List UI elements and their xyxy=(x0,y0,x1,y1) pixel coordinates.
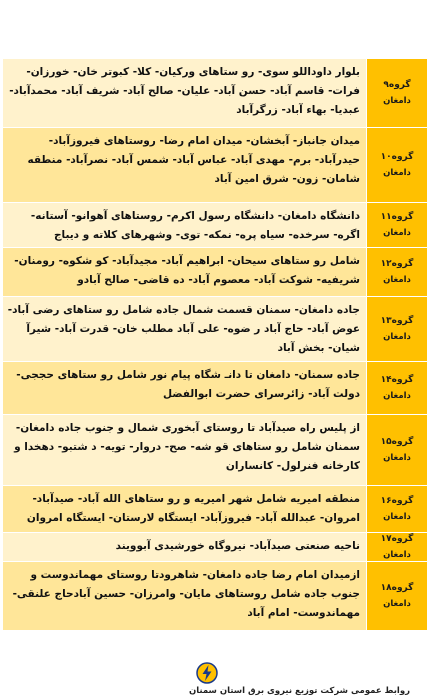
table-row xyxy=(3,59,427,128)
lightning-logo-icon xyxy=(196,662,218,684)
group-cell xyxy=(366,248,427,296)
group-label: گروه۹ xyxy=(383,80,411,90)
group-label: گروه۱۶ xyxy=(380,496,414,506)
table-row xyxy=(3,248,427,297)
group-city: دامغان xyxy=(383,332,411,342)
area-description: ازمیدان امام رضا جاده دامغان- شاهرودتا روستای مهماندوست و جنوب جاده شامل روستاهای مایان- وامرزان- حسین آبادحاج علنقی- مهماندوست- امام آباد xyxy=(12,569,360,619)
table-row xyxy=(3,128,427,203)
group-city: دامغان xyxy=(383,453,411,463)
area-description: بلوار داوداللو سوی- رو ستاهای ورکیان- کلا- کبوتر خان- خورزان- فرات- قاسم آباد- حسن آباد- علیان- صالح آباد- شریف آباد- محمدآباد- عبدیا- بهاء آباد- زرگرآباد xyxy=(9,66,360,116)
area-description: میدان جانباز- آبخشان- میدان امام رضا- روستاهای فیروزآباد- حیدرآباد- برم- مهدی آباد- عباس آباد- شمس آباد- نصرآباد- منطقه شامان- زون- شرق امین آباد xyxy=(27,135,360,185)
group-city: دامغان xyxy=(383,228,411,238)
group-label: گروه۱۷ xyxy=(380,534,414,544)
group-cell xyxy=(366,297,427,361)
area-description: شامل رو ستاهای سیحان- ابراهیم آباد- مجیدآباد- کو شکوه- رومنان- شریفیه- شوکت آباد- معصوم آباد- ده قاضی- صالح آبادو xyxy=(14,255,360,286)
area-description: دانشگاه دامغان- دانشگاه رسول اکرم- روستاهای آهوانو- آستانه- اگره- سرخده- سیاه پره- نمکه- توی- وشهرهای کلاته و دیباج xyxy=(30,210,360,241)
group-city: دامغان xyxy=(383,96,411,106)
group-cell xyxy=(366,128,427,202)
group-city: دامغان xyxy=(383,168,411,178)
footer xyxy=(0,662,431,700)
group-label: گروه۱۰ xyxy=(380,152,414,162)
table-row xyxy=(3,362,427,415)
table-row xyxy=(3,415,427,486)
group-cell xyxy=(366,415,427,485)
table-row xyxy=(3,203,427,248)
table-row xyxy=(3,533,427,562)
group-city: دامغان xyxy=(383,275,411,285)
group-label: گروه۱۳ xyxy=(380,316,414,326)
area-description: از پلیس راه صیدآباد تا روستای آبخوری شمال و جنوب جاده دامغان- سمنان شامل رو ستاهای قو شه- صح- دروار- تویه- د شتبو- دهخدا و کارخانه فنرلول- کانساران xyxy=(14,422,360,472)
group-label: گروه۱۲ xyxy=(380,259,414,269)
group-city: دامغان xyxy=(383,599,411,609)
group-label: گروه۱۴ xyxy=(380,375,414,385)
group-cell xyxy=(366,486,427,532)
group-cell xyxy=(366,59,427,127)
group-cell xyxy=(366,533,427,561)
table-row xyxy=(3,297,427,362)
organization-name: روابط عمومی شرکت توزیع نیروی برق استان سمنان xyxy=(188,686,410,696)
group-city: دامغان xyxy=(383,550,411,560)
group-city: دامغان xyxy=(383,391,411,401)
group-label: گروه۱۸ xyxy=(380,583,414,593)
group-label: گروه۱۱ xyxy=(380,212,414,222)
group-cell xyxy=(366,562,427,630)
area-description: ناحیه صنعتی صیدآباد- نیروگاه خورشیدی آبوویند xyxy=(115,540,360,552)
table-row xyxy=(3,486,427,533)
group-cell xyxy=(366,362,427,414)
area-description: جاده دامغان- سمنان قسمت شمال جاده شامل رو ستاهای رضی آباد- عوض آباد- حاج آباد ر ضوه- علی آباد مطلب خان- قدرت آباد- شیرآ شیان- بخش آباد xyxy=(7,304,360,354)
group-city: دامغان xyxy=(383,512,411,522)
group-cell xyxy=(366,203,427,247)
schedule-table xyxy=(3,59,427,631)
table-row xyxy=(3,562,427,631)
area-description: منطقه امیریه شامل شهر امیریه و رو ستاهای الله آباد- صیدآباد- امروان- عبدالله آباد- فیروزآباد- ایستگاه لارستان- ایستگاه امروان xyxy=(26,493,360,524)
group-label: گروه۱۵ xyxy=(380,437,414,447)
area-description: جاده سمنان- دامغان تا دانـ شگاه پیام نور شامل رو ستاهای حججی- دولت آباد- زائرسرای حضرت ابوالفضل xyxy=(16,369,360,400)
